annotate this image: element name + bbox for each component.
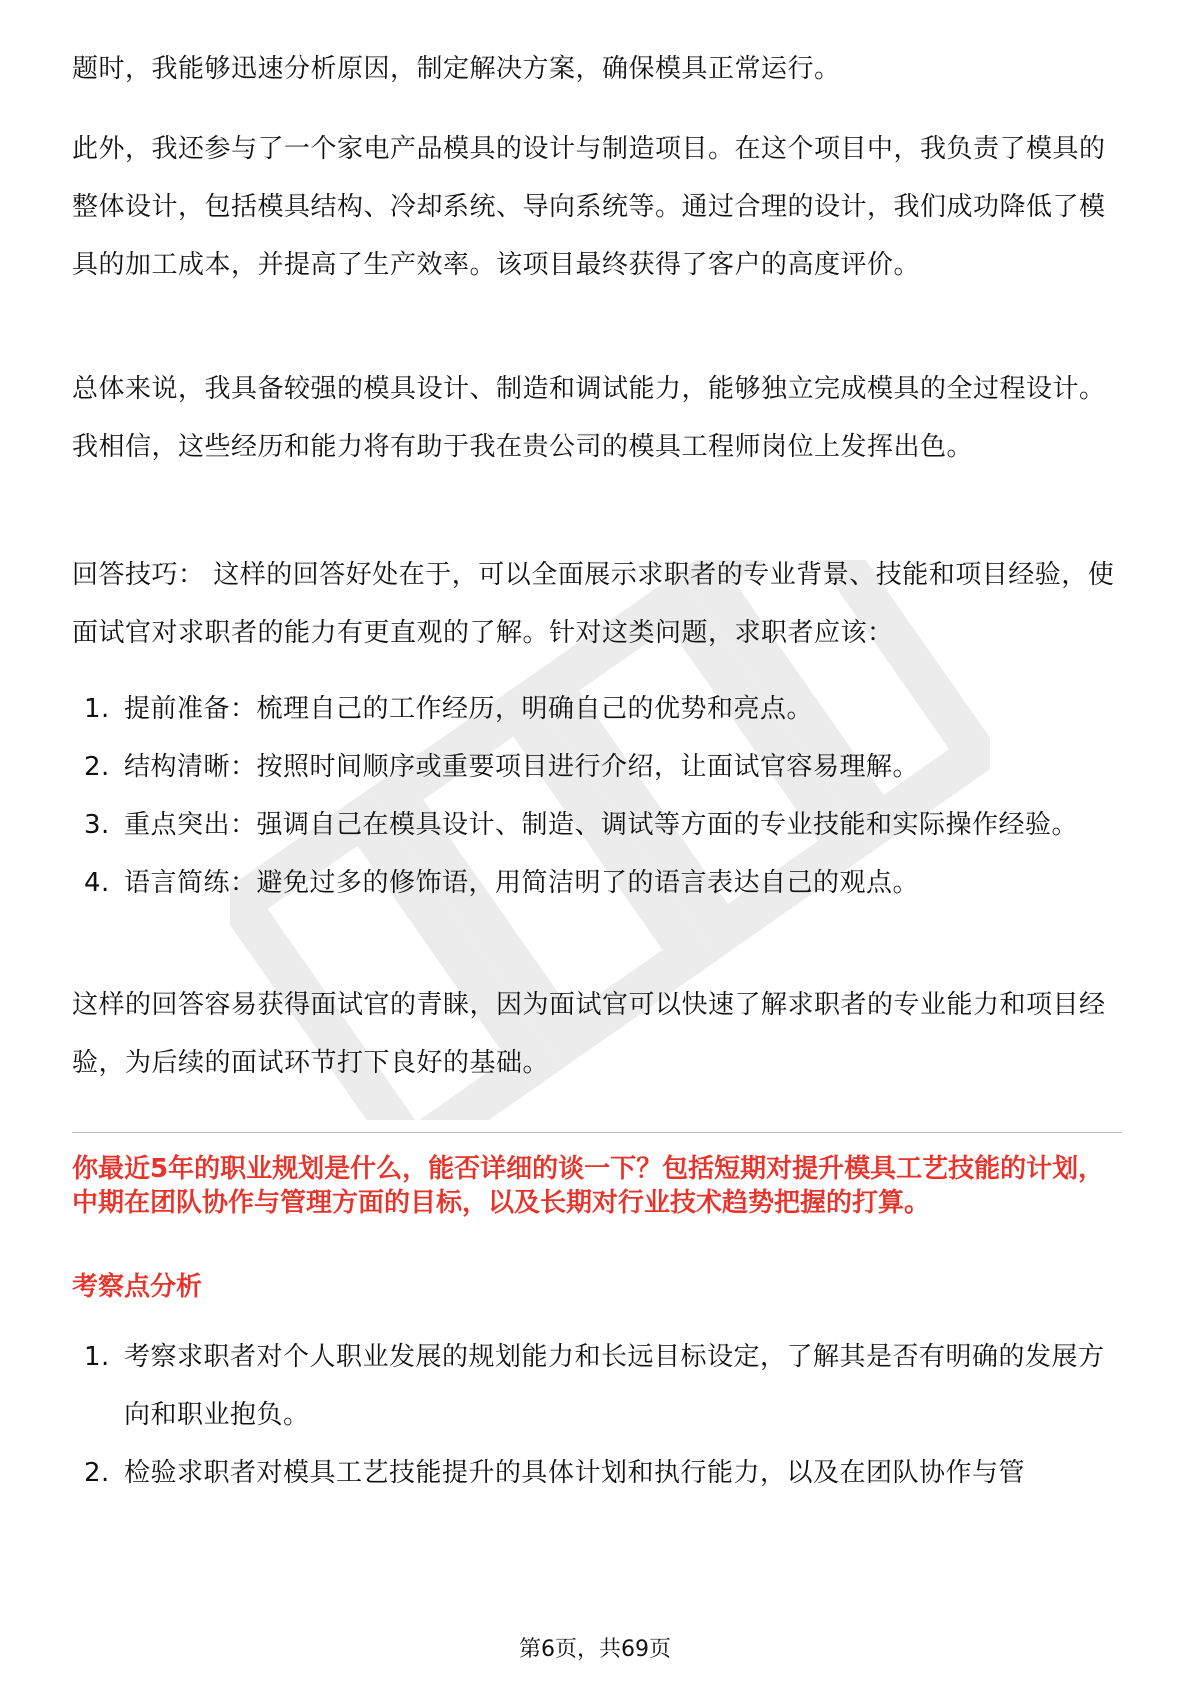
list-item xyxy=(72,854,1122,912)
tips-paragraph: 回答技巧： 这样的回答好处在于，可以全面展示求职者的专业背景、技能和项目经验，使面试官对求职者的能力有更直观的了解。针对这类问题，求职者应该： xyxy=(72,560,1115,648)
page-footer: 第6页，共69页 xyxy=(519,1637,671,1662)
summary-paragraph: 总体来说，我具备较强的模具设计、制造和调试能力，能够独立完成模具的全过程设计。我相信，这些经历和能力将有助于我在贵公司的模具工程师岗位上发挥出色。 xyxy=(72,374,1106,462)
list-text: 提前准备：梳理自己的工作经历，明确自己的优势和亮点。 xyxy=(124,694,814,724)
list-item xyxy=(72,738,1122,796)
list-text: 重点突出：强调自己在模具设计、制造、调试等方面的专业技能和实际操作经验。 xyxy=(124,810,1079,840)
list-item xyxy=(72,680,1122,738)
list-number: 1. xyxy=(84,1342,110,1372)
list-text: 检验求职者对模具工艺技能提升的具体计划和执行能力，以及在团队协作与管 xyxy=(124,1458,1026,1488)
list-text: 考察求职者对个人职业发展的规划能力和长远目标设定，了解其是否有明确的发展方向和职业抱负。 xyxy=(124,1342,1105,1430)
list-number: 4. xyxy=(84,868,110,898)
question-heading: 你最近5年的职业规划是什么，能否详细的谈一下？包括短期对提升模具工艺技能的计划，中期在团队协作与管理方面的目标，以及长期对行业技术趋势把握的打算。 xyxy=(72,1154,1105,1218)
list-item xyxy=(72,796,1122,854)
list-number: 2. xyxy=(84,752,110,782)
list-text: 语言简练：避免过多的修饰语，用简洁明了的语言表达自己的观点。 xyxy=(124,868,920,898)
conclusion-paragraph: 这样的回答容易获得面试官的青睐，因为面试官可以快速了解求职者的专业能力和项目经验，为后续的面试环节打下良好的基础。 xyxy=(72,990,1106,1078)
list-item xyxy=(72,1328,1122,1444)
list-item xyxy=(72,1444,1122,1502)
list-number: 3. xyxy=(84,810,110,840)
list-number: 2. xyxy=(84,1458,110,1488)
analysis-heading: 考察点分析 xyxy=(72,1272,203,1302)
project-paragraph: 此外，我还参与了一个家电产品模具的设计与制造项目。在这个项目中，我负责了模具的整体设计，包括模具结构、冷却系统、导向系统等。通过合理的设计，我们成功降低了模具的加工成本，并提高了生产效率。该项目最终获得了客户的高度评价。 xyxy=(72,134,1106,280)
list-text: 结构清晰：按照时间顺序或重要项目进行介绍，让面试官容易理解。 xyxy=(124,752,920,782)
analysis-list xyxy=(72,1328,1122,1502)
list-number: 1. xyxy=(84,694,110,724)
intro-tail-paragraph: 题时，我能够迅速分析原因，制定解决方案，确保模具正常运行。 xyxy=(72,54,841,84)
tips-list xyxy=(72,680,1122,912)
section-divider xyxy=(72,1132,1122,1133)
